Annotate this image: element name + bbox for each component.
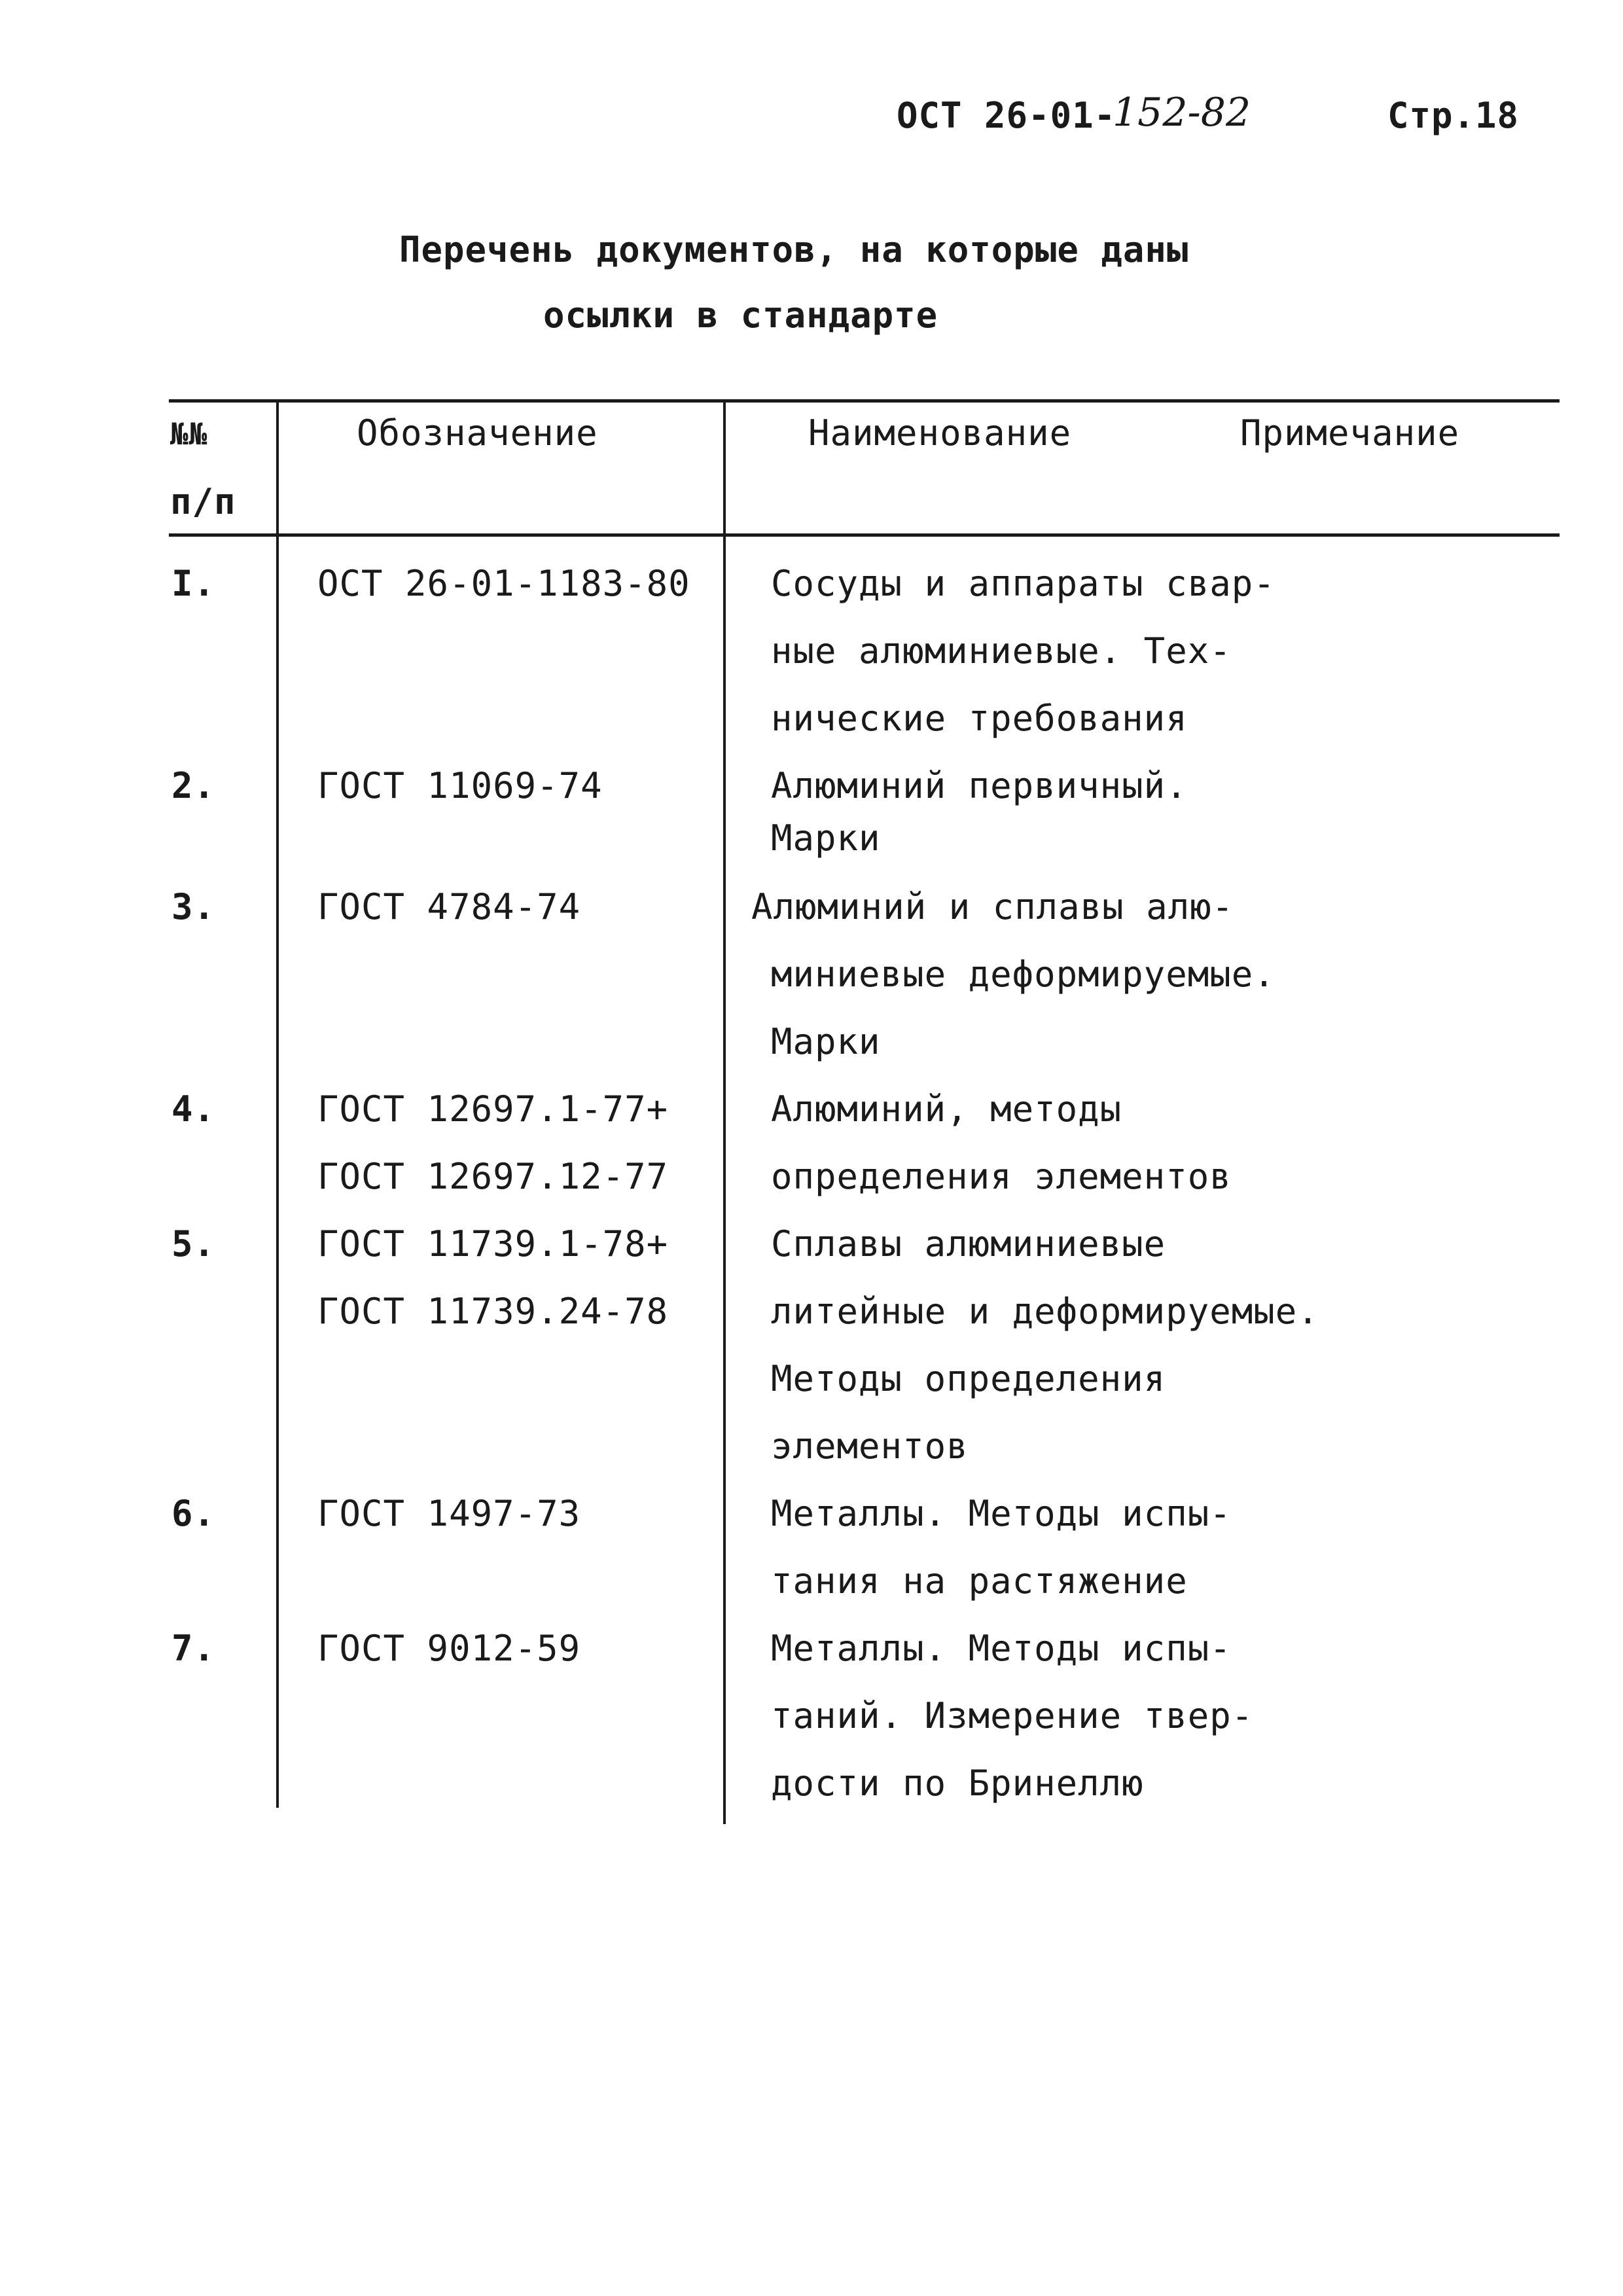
row-designation: ГОСТ 11069-74 (317, 765, 603, 806)
row-name: тания на растяжение (771, 1560, 1188, 1602)
row-number: I. (171, 563, 216, 604)
row-number: 5. (171, 1223, 216, 1265)
row-name: Сосуды и аппараты свар- (771, 563, 1275, 604)
row-designation: ГОСТ 1497-73 (317, 1493, 581, 1534)
title-line-1: Перечень документов, на которые даны (399, 229, 1189, 270)
title-line-2: осылки в стандарте (543, 295, 938, 336)
row-designation: ГОСТ 4784-74 (317, 886, 581, 927)
row-number: 2. (171, 765, 216, 806)
row-name: литейные и деформируемые. (771, 1291, 1319, 1332)
row-designation: ГОСТ 11739.1-78+ (317, 1223, 669, 1265)
row-name: Алюминий и сплавы алю- (751, 886, 1234, 927)
row-number: 6. (171, 1493, 216, 1534)
row-name: Марки (771, 1021, 881, 1062)
row-designation: ГОСТ 12697.12-77 (317, 1156, 669, 1197)
row-name: Металлы. Методы испы- (771, 1628, 1232, 1669)
col-header-designation: Обозначение (357, 412, 598, 454)
row-designation: ГОСТ 12697.1-77+ (317, 1088, 669, 1130)
row-designation: ГОСТ 9012-59 (317, 1628, 581, 1669)
row-name: Металлы. Методы испы- (771, 1493, 1232, 1534)
row-name: ные алюминиевые. Тех- (771, 630, 1232, 672)
row-name: Алюминий, методы (771, 1088, 1122, 1130)
row-name: дости по Бринеллю (771, 1763, 1144, 1804)
row-designation: ОСТ 26-01-1183-80 (317, 563, 690, 604)
row-number: 7. (171, 1628, 216, 1669)
column-divider-2 (723, 401, 726, 1824)
col-header-num-1: №№ (170, 416, 208, 452)
col-header-name: Наименование (808, 412, 1072, 454)
row-designation: ГОСТ 11739.24-78 (317, 1291, 669, 1332)
table-top-rule (169, 399, 1560, 403)
row-name: определения элементов (771, 1156, 1232, 1197)
row-name: Марки (771, 817, 881, 859)
row-name: миниевые деформируемые. (771, 954, 1275, 995)
row-name: нические требования (771, 698, 1188, 739)
row-name: Сплавы алюминиевые (771, 1223, 1166, 1265)
row-number: 3. (171, 886, 216, 927)
row-name: Методы определения (771, 1358, 1166, 1399)
row-name: элементов (771, 1426, 969, 1467)
row-name: Алюминий первичный. (771, 765, 1188, 806)
table-header-rule (169, 533, 1560, 537)
page-label: Стр.18 (1387, 95, 1520, 136)
col-header-num-2: п/п (170, 481, 236, 522)
doc-prefix: ОСТ 26-01- (897, 95, 1116, 136)
row-number: 4. (171, 1088, 216, 1130)
row-name: таний. Измерение твер- (771, 1695, 1254, 1736)
col-header-note: Примечание (1240, 412, 1460, 454)
doc-number-handwritten: 152-82 (1113, 90, 1251, 135)
column-divider-1 (276, 401, 279, 1808)
